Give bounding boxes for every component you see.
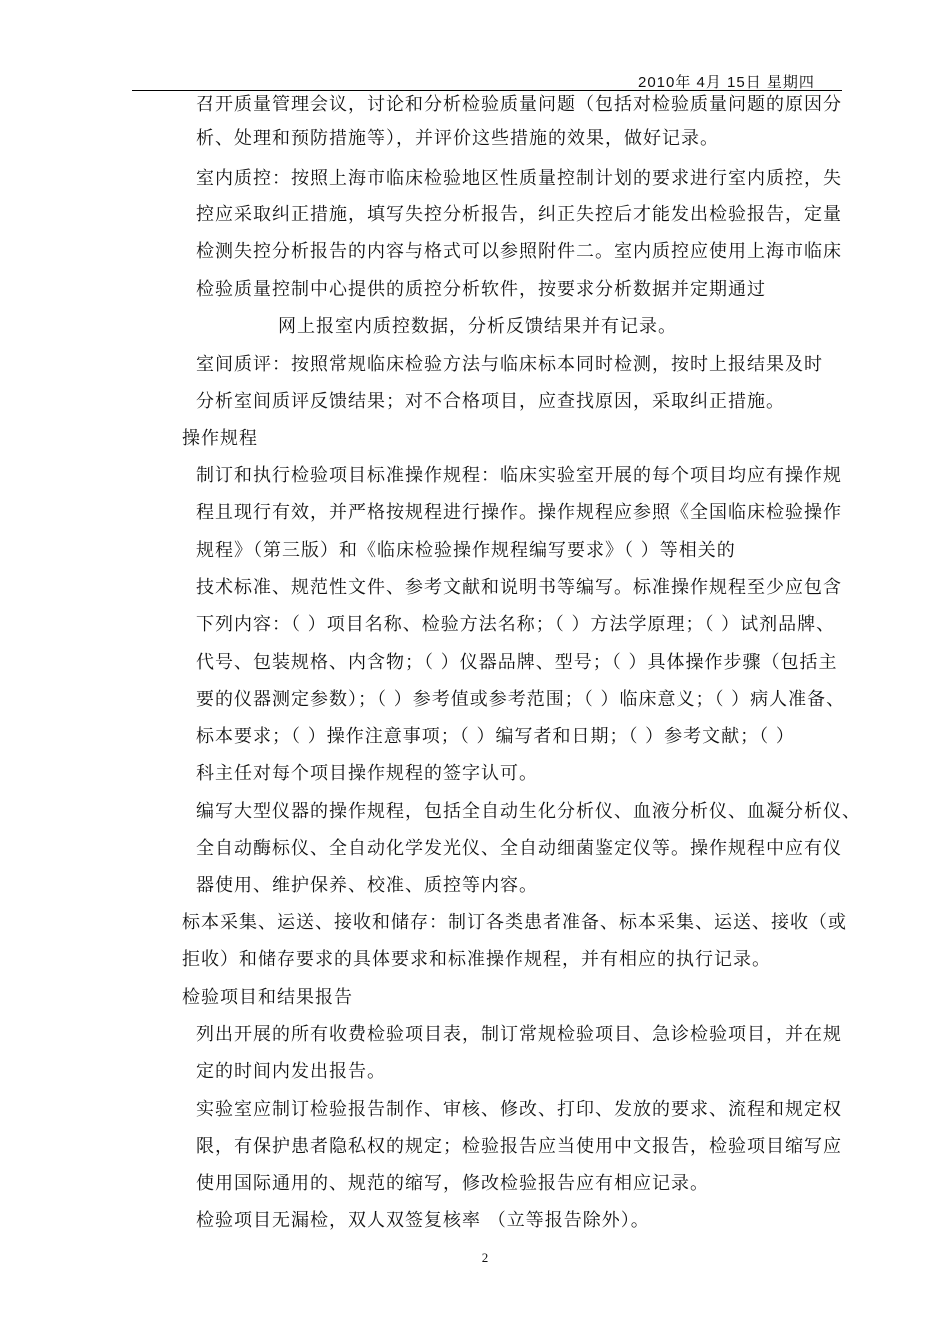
body-line: 室内质控：按照上海市临床检验地区性质量控制计划的要求进行室内质控，失: [196, 168, 842, 189]
body-line: 编写大型仪器的操作规程，包括全自动生化分析仪、血液分析仪、血凝分析仪、: [196, 801, 861, 822]
body-line: 拒收）和储存要求的具体要求和标准操作规程，并有相应的执行记录。: [182, 949, 771, 970]
body-line: 网上报室内质控数据，分析反馈结果并有记录。: [278, 316, 677, 337]
body-line: 室间质评：按照常规临床检验方法与临床标本同时检测，按时上报结果及时: [196, 354, 823, 375]
body-line: 限，有保护患者隐私权的规定；检验报告应当使用中文报告，检验项目缩写应: [196, 1136, 842, 1157]
body-line: 检测失控分析报告的内容与格式可以参照附件二。室内质控应使用上海市临床: [196, 241, 842, 262]
body-line: 器使用、维护保养、校准、质控等内容。: [196, 875, 538, 896]
page-header-date: 2010年 4月 15日 星期四: [638, 74, 815, 91]
body-line: 程且现行有效，并严格按规程进行操作。操作规程应参照《全国临床检验操作: [196, 502, 842, 523]
section-heading: 操作规程: [182, 428, 258, 449]
body-line: 控应采取纠正措施，填写失控分析报告，纠正失控后才能发出检验报告，定量: [196, 204, 842, 225]
body-line: 检验项目无漏检，双人双签复核率 （立等报告除外）。: [196, 1210, 650, 1231]
body-line: 技术标准、规范性文件、参考文献和说明书等编写。标准操作规程至少应包含: [196, 577, 842, 598]
body-line: 析、处理和预防措施等），并评价这些措施的效果，做好记录。: [196, 128, 719, 149]
body-line: 规程》（第三版）和《临床检验操作规程编写要求》（ ）等相关的: [196, 540, 736, 561]
body-line: 列出开展的所有收费检验项目表，制订常规检验项目、急诊检验项目，并在规: [196, 1024, 842, 1045]
body-line: 要的仪器测定参数）；（ ）参考值或参考范围；（ ）临床意义；（ ）病人准备、: [196, 689, 846, 710]
body-line: 标本要求；（ ）操作注意事项；（ ）编写者和日期；（ ）参考文献；（ ）: [196, 726, 795, 747]
body-line: 代号、包装规格、内含物；（ ）仪器品牌、型号；（ ）具体操作步骤（包括主: [196, 652, 838, 673]
header-rule: [132, 90, 842, 91]
body-line: 召开质量管理会议，讨论和分析检验质量问题（包括对检验质量问题的原因分: [196, 94, 842, 115]
body-line: 使用国际通用的、规范的缩写，修改检验报告应有相应记录。: [196, 1173, 709, 1194]
body-line: 标本采集、运送、接收和储存：制订各类患者准备、标本采集、运送、接收（或: [182, 912, 847, 933]
body-line: 全自动酶标仪、全自动化学发光仪、全自动细菌鉴定仪等。操作规程中应有仪: [196, 838, 842, 859]
section-heading: 检验项目和结果报告: [182, 987, 353, 1008]
page-number: 2: [481, 1250, 489, 1265]
body-line: 实验室应制订检验报告制作、审核、修改、打印、发放的要求、流程和规定权: [196, 1099, 842, 1120]
body-line: 定的时间内发出报告。: [196, 1061, 386, 1082]
body-line: 制订和执行检验项目标准操作规程：临床实验室开展的每个项目均应有操作规: [196, 465, 842, 486]
body-line: 科主任对每个项目操作规程的签字认可。: [196, 763, 538, 784]
body-line: 分析室间质评反馈结果；对不合格项目，应查找原因，采取纠正措施。: [196, 391, 785, 412]
body-line: 下列内容：（ ）项目名称、检验方法名称；（ ）方法学原理；（ ）试剂品牌、: [196, 614, 836, 635]
body-line: 检验质量控制中心提供的质控分析软件，按要求分析数据并定期通过: [196, 279, 766, 300]
